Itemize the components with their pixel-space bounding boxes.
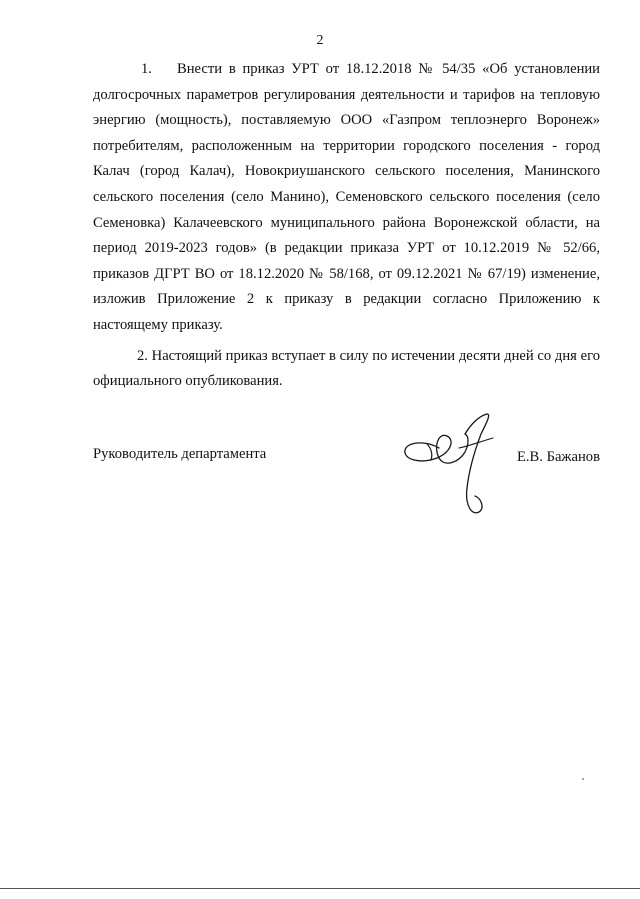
signatory-name: Е.В. Бажанов [516,449,600,465]
scan-speck [582,778,584,780]
page-number: 2 [316,33,324,48]
handwritten-signature [403,412,508,522]
paragraph-2: 2. Настоящий приказ вступает в силу по истечении десяти дней со дня его официального опубликования. [93,347,600,390]
paragraph-1-text: Внести в приказ УРТ от 18.12.2018 № 54/35 «Об установлении долгосрочных параметров регулирования деятельности и тарифов на тепловую энергию (мощность), поставляемую ООО «Газпром теплоэнерго Воронеж» потребителям, расположенным на территории городского поселения - город Калач (город Калач), Новокриушанского сельского поселения, Манинского сельского поселения (село Манино), Семеновского сельского поселения (село Семеновка) Калачеевского муниципального района Воронежской области, на период 2019-2023 годов» (в редакции приказа УРТ от 10.12.2019 № 52/66, приказов ДГРТ ВО от 18.12.2020 № 58/168, от 09.12.2021 № 67/19) изменение, изложив Приложение 2 к приказу в редакции согласно Приложению к настоящему приказу. [93,61,600,333]
paragraph-1-number: 1. [141,61,152,77]
document-body [93,57,600,395]
signatory-title: Руководитель департамента [93,446,267,462]
signature-block [93,440,600,520]
paragraph-1 [93,57,600,339]
scan-edge-line [0,888,640,889]
